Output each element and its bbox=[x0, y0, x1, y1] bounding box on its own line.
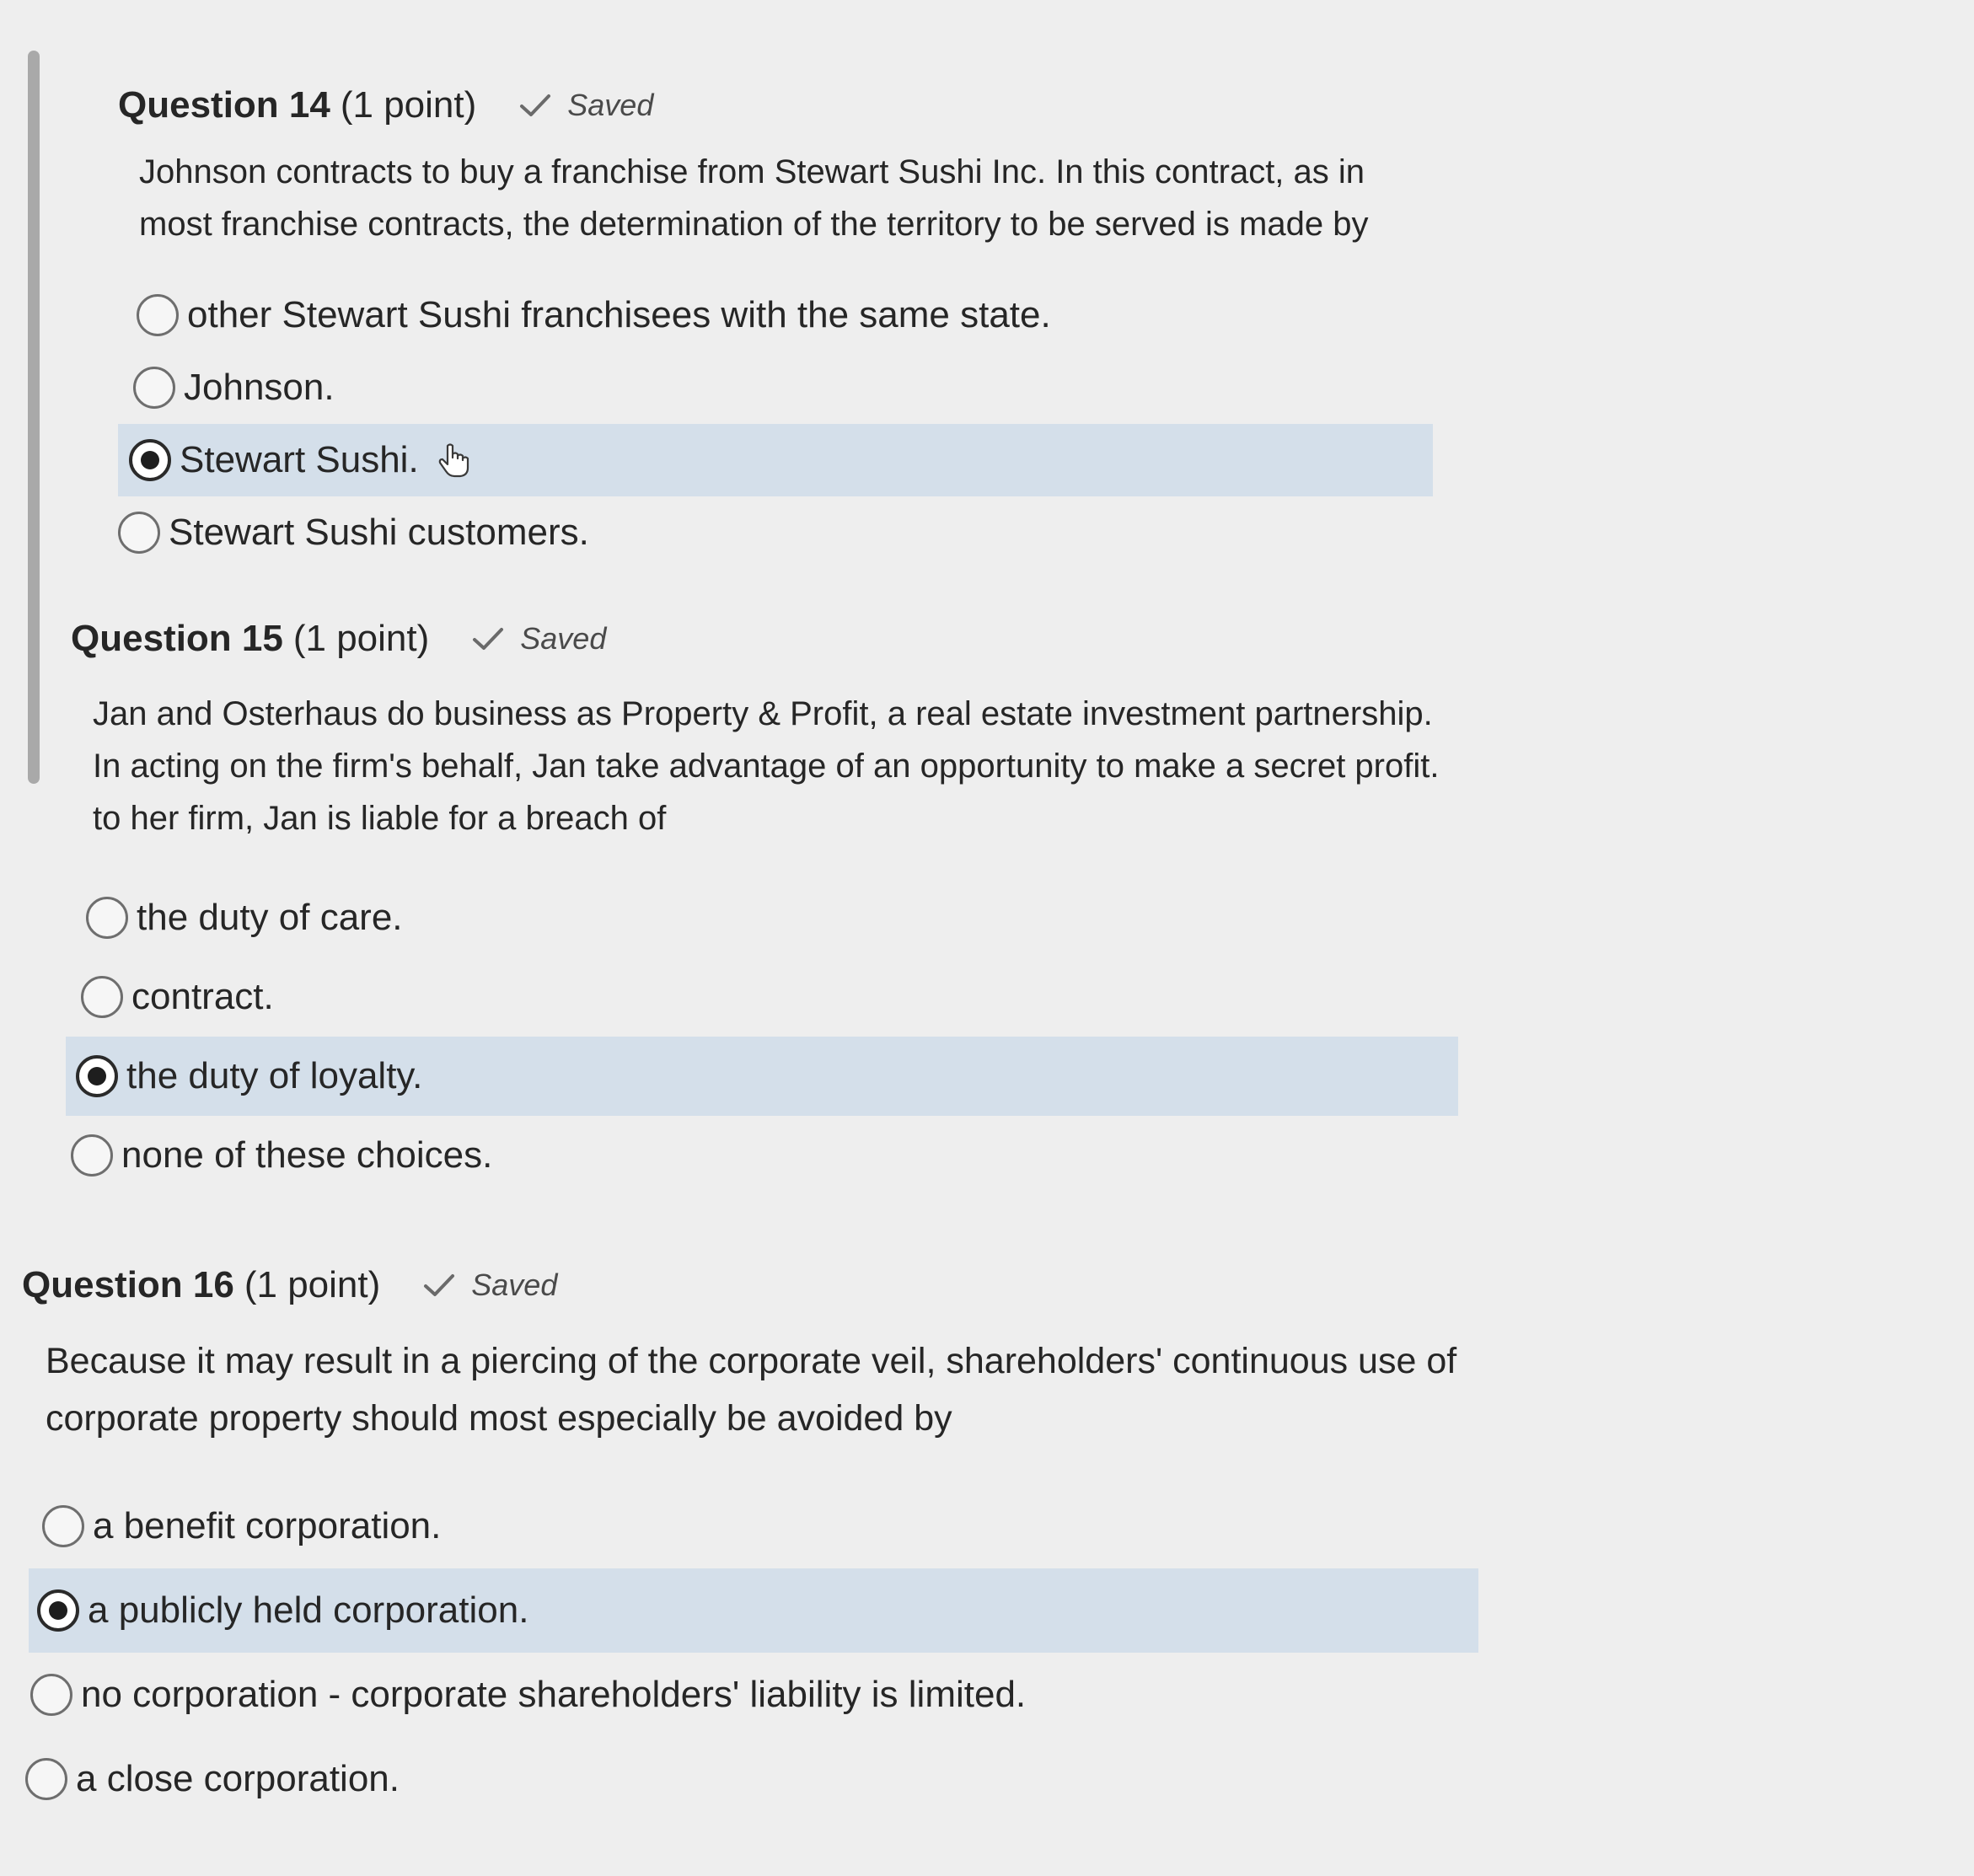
option-label: Johnson. bbox=[184, 367, 335, 408]
question-header bbox=[118, 80, 1433, 131]
answer-options bbox=[118, 279, 1433, 569]
question-points: (1 point) bbox=[292, 618, 430, 659]
question-header bbox=[22, 1260, 1480, 1311]
question-header bbox=[71, 614, 1470, 664]
radio-button[interactable] bbox=[25, 1758, 67, 1800]
option-label: no corporation - corporate shareholders' liability is limited. bbox=[81, 1674, 1027, 1715]
question-text: Johnson contracts to buy a franchise from Stewart Sushi Inc. In this contract, as in most franchise contracts, the determination of the territory to be served is made by bbox=[139, 153, 1369, 243]
option-label: Stewart Sushi customers. bbox=[169, 512, 589, 553]
question-points: (1 point) bbox=[244, 1264, 381, 1305]
check-icon bbox=[422, 1272, 456, 1299]
option-label: other Stewart Sushi franchisees with the same state. bbox=[187, 294, 1051, 335]
option-label: Stewart Sushi. bbox=[180, 439, 419, 480]
radio-button[interactable] bbox=[42, 1505, 84, 1547]
answer-option[interactable] bbox=[22, 1653, 1463, 1737]
answer-options bbox=[71, 878, 1470, 1195]
question-16 bbox=[22, 1260, 1480, 1821]
radio-button[interactable] bbox=[118, 512, 160, 554]
answer-option[interactable] bbox=[71, 878, 1435, 957]
answer-option[interactable] bbox=[118, 496, 1416, 569]
answer-option[interactable] bbox=[118, 351, 1431, 424]
answer-option-selected[interactable] bbox=[66, 1037, 1458, 1116]
answer-option[interactable] bbox=[22, 1737, 1458, 1821]
saved-status bbox=[471, 621, 606, 657]
question-15 bbox=[71, 614, 1470, 1195]
radio-button-checked[interactable] bbox=[76, 1055, 118, 1097]
radio-button[interactable] bbox=[81, 976, 123, 1018]
question-title: Question 15 bbox=[71, 618, 283, 659]
answer-option[interactable] bbox=[71, 957, 1430, 1037]
saved-label: Saved bbox=[520, 621, 607, 656]
option-label: a close corporation. bbox=[76, 1758, 400, 1799]
answer-option-selected[interactable] bbox=[118, 424, 1433, 496]
radio-button-checked[interactable] bbox=[37, 1589, 79, 1632]
radio-button[interactable] bbox=[86, 897, 128, 939]
saved-status bbox=[518, 88, 653, 123]
answer-option[interactable] bbox=[118, 279, 1435, 351]
radio-dot bbox=[49, 1601, 67, 1620]
scrollbar-thumb[interactable] bbox=[28, 51, 40, 784]
question-14 bbox=[118, 80, 1433, 569]
answer-option[interactable] bbox=[22, 1484, 1475, 1568]
option-label: the duty of loyalty. bbox=[126, 1055, 423, 1096]
radio-button-checked[interactable] bbox=[129, 439, 171, 481]
saved-label: Saved bbox=[567, 88, 654, 122]
radio-button[interactable] bbox=[30, 1674, 72, 1716]
radio-dot bbox=[88, 1067, 106, 1085]
option-label: contract. bbox=[131, 976, 274, 1017]
option-label: the duty of care. bbox=[137, 897, 403, 938]
question-text: Because it may result in a piercing of the corporate veil, shareholders' continuous use of corporate property should most especially be avoided by bbox=[46, 1341, 1457, 1439]
radio-button[interactable] bbox=[71, 1134, 113, 1177]
saved-label: Saved bbox=[471, 1268, 558, 1302]
option-label: a benefit corporation. bbox=[93, 1505, 442, 1546]
radio-button[interactable] bbox=[137, 294, 179, 336]
question-title: Question 14 bbox=[118, 84, 330, 126]
check-icon bbox=[471, 625, 505, 652]
option-label: a publicly held corporation. bbox=[88, 1589, 529, 1631]
question-title: Question 16 bbox=[22, 1264, 234, 1305]
radio-button[interactable] bbox=[133, 367, 175, 409]
question-text: Jan and Osterhaus do business as Property & Profit, a real estate investment partnership. In acting on the firm's behalf, Jan take advantage of an opportunity to make a secret profit. to her firm, Jan is liable for a breach of bbox=[93, 695, 1440, 837]
hand-pointer-icon bbox=[437, 442, 471, 478]
answer-option-selected[interactable] bbox=[29, 1568, 1478, 1653]
check-icon bbox=[518, 92, 552, 119]
question-points: (1 point) bbox=[340, 84, 477, 126]
answer-options bbox=[22, 1484, 1480, 1821]
radio-dot bbox=[141, 451, 159, 469]
saved-status bbox=[422, 1268, 557, 1303]
answer-option[interactable] bbox=[71, 1116, 1419, 1195]
option-label: none of these choices. bbox=[121, 1134, 493, 1176]
